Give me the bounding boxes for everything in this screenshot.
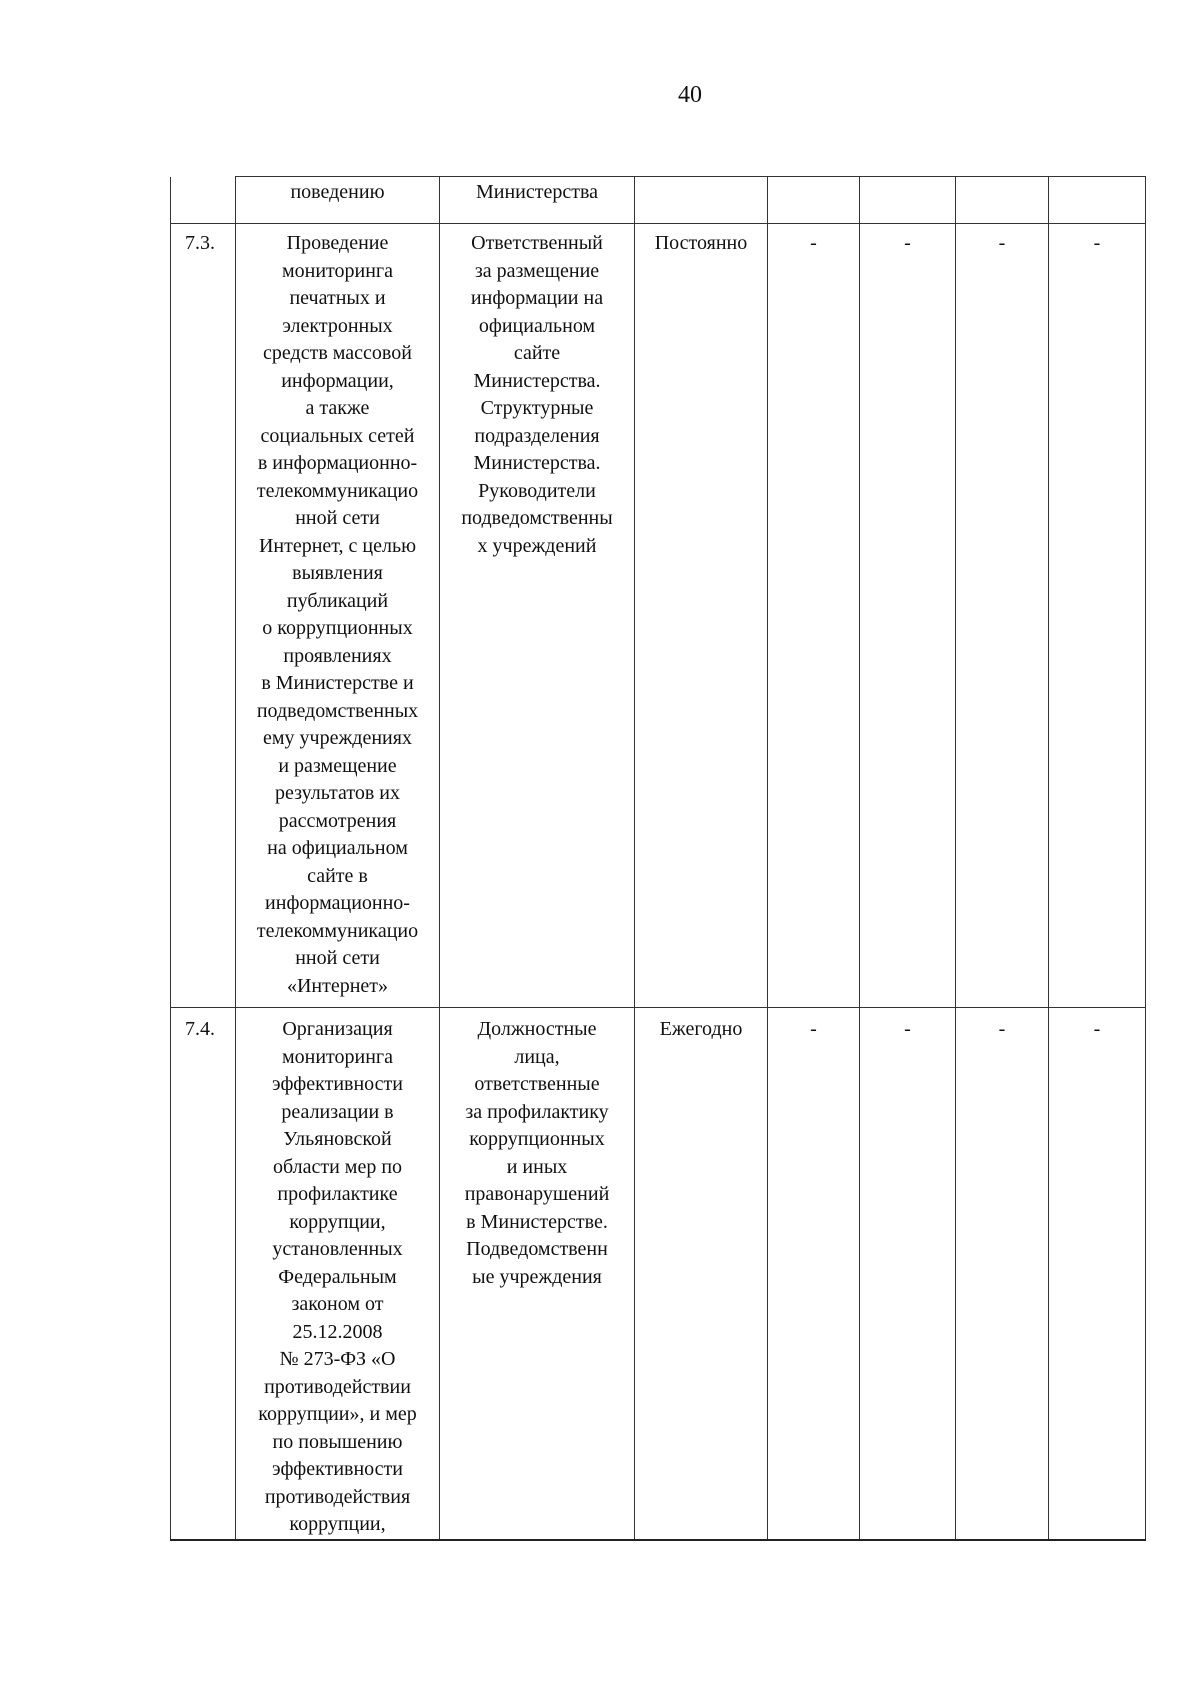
cell-text-line: Федеральным	[278, 1265, 397, 1288]
cell-text-line: за профилактику	[465, 1100, 609, 1123]
cell-text-line: Министерства.	[473, 369, 601, 392]
cell-text-line: ые учреждения	[472, 1265, 602, 1288]
cell-text-line: официальном	[478, 314, 596, 337]
cell-text-line: по повышению	[272, 1430, 403, 1453]
cell-text-line: х учреждений	[477, 534, 597, 557]
cell-text-line: противодействии	[264, 1375, 411, 1398]
activity-cell	[236, 1008, 440, 1540]
cell-text-line: Интернет, с целью	[258, 534, 417, 557]
row-number: 7.3.	[171, 224, 236, 1008]
cell-text-line: эффективности	[271, 1073, 403, 1095]
cell-text-line: Структурные	[480, 397, 594, 419]
cell-activity: поведению	[236, 177, 440, 224]
cell-funding-4	[1049, 177, 1146, 224]
cell-number	[171, 177, 236, 224]
responsible-cell	[440, 224, 635, 1008]
deadline-cell: Ежегодно	[635, 1008, 768, 1540]
cell-funding-2	[860, 177, 956, 224]
cell-text-line: Проведение	[286, 232, 389, 254]
cell-responsible: Министерства	[440, 177, 635, 224]
cell-text-line: коррупционных	[469, 1128, 605, 1150]
cell-text-line: и иных	[506, 1155, 568, 1178]
cell-text-line: профилактике	[277, 1183, 398, 1205]
cell-deadline	[635, 177, 768, 224]
cell-text-line: области мер по	[272, 1155, 403, 1178]
funding-cell: -	[1049, 224, 1146, 1008]
cell-text-line: сайте	[513, 342, 561, 364]
responsible-cell	[440, 1008, 635, 1540]
cell-text-line: подведомственных	[256, 699, 419, 722]
cell-text-line: за размещение	[474, 259, 600, 282]
cell-text-line: реализации в	[281, 1100, 394, 1123]
cell-text-line: установленных	[272, 1238, 403, 1260]
page-number: 40	[678, 82, 702, 108]
cell-text-line: в Министерстве и	[261, 672, 414, 694]
cell-text-line: Ответственный	[471, 232, 603, 254]
cell-text-line: противодействия	[264, 1485, 411, 1508]
cell-text-line: результатов их	[274, 782, 401, 804]
cell-text-line: Министерства.	[473, 452, 601, 474]
cell-text-line: в Министерстве.	[466, 1210, 608, 1233]
cell-text-line: рассмотрения	[278, 809, 397, 832]
cell-text-line: лица,	[514, 1045, 560, 1068]
cell-text-line: публикаций	[286, 589, 389, 612]
cell-text-line: социальных сетей	[260, 424, 415, 447]
cell-funding-1	[768, 177, 860, 224]
cell-text-line: мониторинга	[281, 1045, 394, 1068]
cell-text-line: на официальном	[267, 837, 408, 859]
row-number: 7.4.	[171, 1008, 236, 1540]
cell-text-line: Руководители	[478, 479, 596, 502]
cell-text-line: нной сети	[295, 507, 380, 529]
cell-text-line: подведомственны	[461, 507, 613, 529]
cell-text-line: нной сети	[295, 947, 380, 969]
cell-text-line: и размещение	[278, 754, 397, 777]
cell-text-line: сайте в	[307, 864, 368, 887]
action-plan-table	[170, 176, 1146, 1541]
activity-cell	[236, 224, 440, 1008]
cell-text-line: ему учреждениях	[263, 727, 412, 749]
table-row	[171, 224, 1146, 1008]
cell-text-line: печатных и	[289, 287, 386, 309]
cell-text-line: № 273-ФЗ «О	[279, 1348, 396, 1370]
cell-text-line: Подведомственн	[466, 1238, 608, 1260]
cell-text-line: а также	[305, 397, 370, 419]
deadline-cell: Постоянно	[635, 224, 768, 1008]
cell-text-line: ответственные	[474, 1073, 600, 1095]
cell-text-line: подразделения	[474, 424, 600, 447]
table-row	[171, 1008, 1146, 1540]
funding-cell: -	[956, 1008, 1049, 1540]
cell-text-line: мониторинга	[281, 259, 394, 282]
cell-text-line: Организация	[282, 1018, 393, 1040]
funding-cell: -	[860, 1008, 956, 1540]
funding-cell: -	[1049, 1008, 1146, 1540]
funding-cell: -	[860, 224, 956, 1008]
cell-text-line: выявления	[292, 562, 383, 584]
cell-text-line: 25.12.2008	[292, 1320, 383, 1343]
cell-text-line: телекоммуникацио	[256, 919, 419, 942]
table-row-continuation	[171, 177, 1146, 224]
cell-text-line: коррупции,	[289, 1210, 386, 1233]
funding-cell: -	[956, 224, 1049, 1008]
cell-text-line: проявлениях	[283, 644, 392, 667]
cell-text-line: «Интернет»	[286, 974, 389, 997]
cell-text-line: информации,	[281, 369, 394, 392]
cell-text-line: средств массовой	[263, 342, 412, 364]
cell-text-line: Ульяновской	[283, 1128, 392, 1150]
cell-text-line: законом от	[291, 1293, 384, 1315]
cell-text-line: электронных	[282, 314, 393, 337]
cell-text-line: информационно-	[265, 892, 410, 914]
cell-funding-3	[956, 177, 1049, 224]
funding-cell: -	[768, 1008, 860, 1540]
cell-text-line: информации на	[470, 287, 604, 309]
funding-cell: -	[768, 224, 860, 1008]
cell-text-line: Должностные	[477, 1018, 597, 1040]
cell-text-line: телекоммуникацио	[256, 479, 419, 502]
cell-text-line: правонарушений	[464, 1183, 610, 1205]
cell-text-line: коррупции», и мер	[258, 1403, 417, 1425]
cell-text-line: в информационно-	[257, 452, 418, 474]
cell-text-line: эффективности	[271, 1458, 403, 1480]
cell-text-line: о коррупционных	[262, 617, 413, 639]
cell-text-line: коррупции,	[289, 1513, 386, 1535]
